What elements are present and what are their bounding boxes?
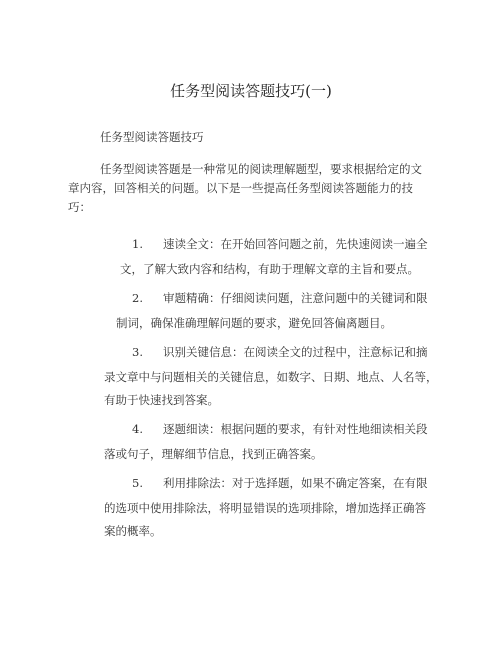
intro-line: 章内容，回答相关的问题。以下是一些提高任务型阅读答题能力的技 xyxy=(68,181,413,195)
item-text: 利用排除法：对于选择题，如果不确定答案，在有限 xyxy=(163,476,428,490)
item-text: 文，了解大致内容和结构，有助于理解文章的主旨和要点。 xyxy=(120,262,419,276)
list-item-continuation xyxy=(116,314,456,333)
item-text: 制词，确保准确理解问题的要求，避免回答偏离题目。 xyxy=(116,316,392,330)
item-text: 识别关键信息：在阅读全文的过程中，注意标记和摘 xyxy=(163,345,428,359)
list-item-continuation xyxy=(104,368,464,387)
list-item-continuation xyxy=(104,499,464,518)
section-subtitle: 任务型阅读答题技巧 xyxy=(100,130,204,144)
item-text: 有助于快速找到答案。 xyxy=(104,393,219,407)
item-text: 落或句子，理解细节信息，找到正确答案。 xyxy=(104,447,323,461)
item-number: 1. xyxy=(132,237,143,251)
list-item xyxy=(132,420,452,439)
item-text: 录文章中与问题相关的关键信息，如数字、日期、地点、人名等， xyxy=(104,370,438,384)
item-number: 2. xyxy=(132,291,143,305)
list-item-continuation xyxy=(120,260,460,279)
list-item-continuation xyxy=(104,522,444,541)
list-item xyxy=(132,289,452,308)
list-item xyxy=(132,474,452,493)
document-title: 任务型阅读答题技巧(一) xyxy=(170,82,332,100)
item-text: 逐题细读：根据问题的要求，有针对性地细读相关段 xyxy=(163,422,428,436)
list-item-continuation xyxy=(104,445,444,464)
item-text: 速读全文：在开始回答问题之前，先快速阅读一遍全 xyxy=(163,237,428,251)
item-text: 的选项中使用排除法，将明显错误的选项排除，增加选择正确答 xyxy=(104,501,426,515)
list-item xyxy=(132,343,452,362)
item-number: 4. xyxy=(132,422,143,436)
item-number: 3. xyxy=(132,345,143,359)
list-item xyxy=(132,235,452,254)
item-text: 案的概率。 xyxy=(104,524,162,538)
intro-line: 任务型阅读答题是一种常见的阅读理解题型，要求根据给定的文 xyxy=(100,162,422,176)
intro-line: 巧： xyxy=(68,200,91,214)
list-item-continuation xyxy=(104,391,444,410)
intro-paragraph xyxy=(68,160,428,217)
item-text: 审题精确：仔细阅读问题，注意问题中的关键词和限 xyxy=(163,291,428,305)
item-number: 5. xyxy=(132,476,143,490)
